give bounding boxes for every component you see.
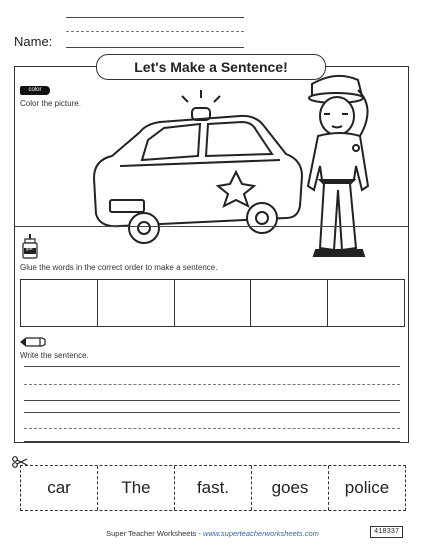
glue-box[interactable]: [21, 280, 98, 326]
footer: [0, 529, 425, 538]
crayon-label: color: [28, 87, 42, 93]
glue-box[interactable]: [328, 280, 404, 326]
writing-guide-line: [24, 428, 400, 429]
writing-line[interactable]: [24, 366, 400, 367]
word-card[interactable]: The: [98, 466, 175, 510]
section-divider: [15, 226, 408, 227]
writing-line[interactable]: [24, 412, 400, 413]
police-car-icon: [94, 90, 302, 243]
name-line[interactable]: [66, 47, 244, 48]
page-title: Let's Make a Sentence!: [96, 54, 326, 80]
footer-url[interactable]: www.superteacherworksheets.com: [202, 529, 319, 538]
name-line-top: [66, 17, 244, 18]
glue-box[interactable]: [175, 280, 252, 326]
name-label: Name:: [14, 34, 53, 49]
police-illustration: [80, 68, 400, 273]
pencil-icon: [20, 337, 46, 347]
writing-guide-line: [24, 384, 400, 385]
write-instruction: Write the sentence.: [20, 351, 89, 360]
glue-boxes: [20, 279, 405, 327]
writing-line[interactable]: [24, 400, 400, 401]
word-card[interactable]: fast.: [175, 466, 252, 510]
crayon-icon: [20, 86, 50, 95]
word-strip: [20, 465, 406, 511]
name-guide-line: [66, 31, 244, 32]
glue-bottle-icon: [20, 233, 40, 259]
word-card[interactable]: car: [21, 466, 98, 510]
color-instruction: Color the picture.: [20, 99, 81, 108]
glue-label: glue: [26, 247, 33, 251]
glue-box[interactable]: [98, 280, 175, 326]
writing-line[interactable]: [24, 441, 400, 442]
glue-instruction: Glue the words in the correct order to make a sentence.: [20, 263, 218, 272]
police-officer-icon: [308, 76, 368, 256]
word-card[interactable]: police: [344, 478, 390, 497]
worksheet-code: 418337: [370, 526, 403, 538]
glue-box[interactable]: [251, 280, 328, 326]
footer-site: Super Teacher Worksheets -: [106, 529, 203, 538]
word-card[interactable]: goes: [252, 466, 329, 510]
